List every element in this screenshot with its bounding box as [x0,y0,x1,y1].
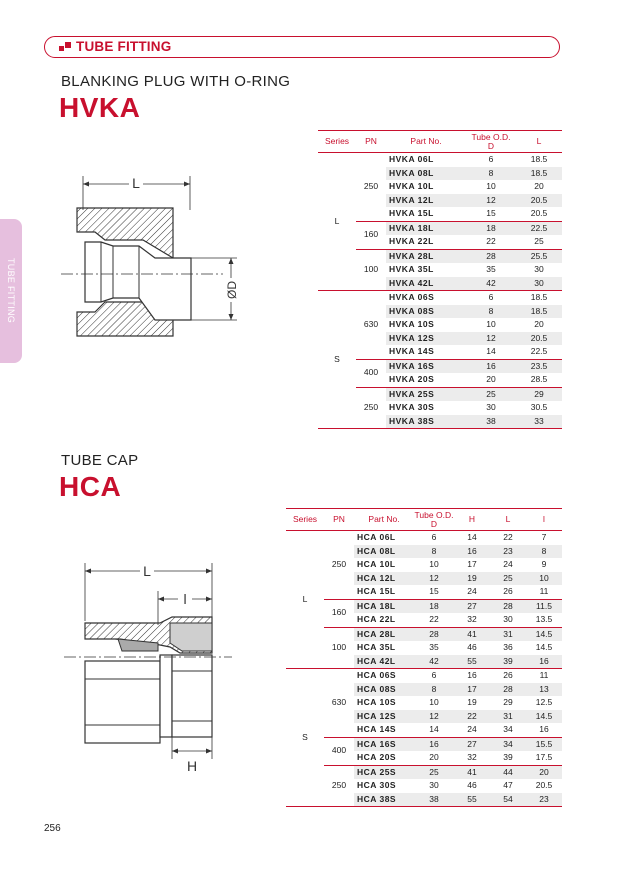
value-cell: 25 [534,236,544,246]
value-cell: 8 [526,545,562,559]
col-header-i: l [526,509,562,531]
col-header-tube-od [414,509,454,531]
value-cell: 15.5 [526,737,562,751]
value-cell: 10 [486,319,496,329]
value-cell: 38 [414,793,454,807]
series-cell: L [318,153,356,291]
page-number: 256 [44,823,61,834]
pn-cell: 250 [356,153,386,222]
part-no-cell: HVKA 20S [389,374,435,384]
value-cell: 12 [414,572,454,586]
value-cell: 11 [539,670,549,680]
col-header-l: L [516,131,562,153]
hvka-subtitle: BLANKING PLUG WITH O-RING [61,73,291,90]
pn-cell: 100 [324,627,354,669]
part-no-cell: HCA 30S [357,780,397,790]
value-cell: 20 [486,374,496,384]
value-cell: 10 [429,697,439,707]
part-no-cell: HVKA 25S [386,387,466,401]
value-cell: 38 [466,415,516,429]
part-no-cell: HCA 06L [357,532,396,542]
hca-table [286,508,562,807]
part-no-cell: HCA 08S [354,683,414,697]
part-no-cell: HCA 10S [357,697,397,707]
value-cell: 22 [429,614,439,624]
value-cell: 19 [467,697,477,707]
col-header-h: H [454,509,490,531]
value-cell: 16 [539,724,549,734]
value-cell: 31 [490,627,526,641]
part-no-cell: HVKA 42L [386,277,466,291]
value-cell: 8 [414,683,454,697]
part-no-cell: HVKA 06L [389,154,434,164]
part-no-cell: HCA 28L [354,627,414,641]
table-row [286,599,562,613]
value-cell: 28 [490,599,526,613]
value-cell: 15 [429,586,439,596]
side-tab [0,219,22,363]
pn-cell: 250 [356,387,386,429]
part-no-cell: HVKA 18L [386,221,466,235]
value-cell: 28 [414,627,454,641]
col-header-tube-od-line2: D [487,140,495,151]
value-cell: 17.5 [535,752,553,762]
value-cell: 6 [488,154,494,164]
value-cell: 14 [429,724,439,734]
part-no-cell: HCA 12S [354,710,414,724]
part-no-cell: HCA 15L [357,586,396,596]
part-no-cell: HVKA 28L [386,249,466,263]
value-cell: 32 [467,614,477,624]
value-cell: 14.5 [526,627,562,641]
hvka-label-l: L [132,175,140,191]
value-cell: 36 [503,642,513,652]
value-cell: 14 [467,532,477,542]
value-cell: 14.5 [535,642,553,652]
value-cell: 10 [526,572,562,586]
value-cell: 28 [490,683,526,697]
part-no-cell: HCA 16S [354,737,414,751]
value-cell: 25.5 [516,249,562,263]
value-cell: 13 [526,683,562,697]
value-cell: 6 [431,532,437,542]
value-cell: 14.5 [526,710,562,724]
value-cell: 33 [516,415,562,429]
part-no-cell: HVKA 10S [389,319,435,329]
value-cell: 17 [467,559,477,569]
value-cell: 22 [486,236,496,246]
part-no-cell: HCA 06S [357,670,397,680]
value-cell: 16 [466,359,516,373]
series-cell: L [286,531,324,669]
value-cell: 22.5 [530,346,548,356]
part-no-cell: HVKA 14S [389,346,435,356]
value-cell: 7 [541,532,547,542]
part-no-cell: HVKA 12L [386,194,466,208]
value-cell: 18 [414,599,454,613]
part-no-cell: HVKA 12S [386,332,466,346]
value-cell: 24 [503,559,513,569]
value-cell: 30 [503,614,513,624]
value-cell: 16 [467,670,477,680]
value-cell: 47 [503,780,513,790]
value-cell: 18.5 [530,292,548,302]
value-cell: 24 [467,586,477,596]
part-no-cell: HVKA 16S [386,359,466,373]
col-header-tube-od-line2: D [430,518,438,529]
value-cell: 28.5 [530,374,548,384]
value-cell: 20.5 [516,332,562,346]
part-no-cell: HCA 14S [357,724,397,734]
value-cell: 46 [467,780,477,790]
value-cell: 42 [466,277,516,291]
value-cell: 12.5 [535,697,553,707]
hca-label-i: l [183,591,187,607]
hca-subtitle: TUBE CAP [61,452,139,469]
value-cell: 6 [488,292,494,302]
value-cell: 22.5 [516,221,562,235]
side-tab-label: TUBE FITTING [6,258,16,324]
pn-cell: 160 [324,599,354,627]
part-no-cell: HCA 20S [357,752,397,762]
pn-cell: 630 [356,291,386,360]
part-no-cell: HVKA 22L [389,236,434,246]
value-cell: 15 [486,208,496,218]
value-cell: 8 [414,545,454,559]
part-no-cell: HCA 12L [354,572,414,586]
value-cell: 54 [490,793,526,807]
pn-cell: 160 [356,221,386,249]
value-cell: 34 [490,737,526,751]
part-no-cell: HVKA 38S [386,415,466,429]
part-no-cell: HCA 18L [354,599,414,613]
value-cell: 35 [429,642,439,652]
part-no-cell: HCA 25S [354,765,414,779]
value-cell: 25 [466,387,516,401]
value-cell: 25 [490,572,526,586]
part-no-cell: HCA 08L [354,545,414,559]
value-cell: 10 [429,559,439,569]
value-cell: 24 [467,724,477,734]
part-no-cell: HCA 38S [354,793,414,807]
value-cell: 16 [454,545,490,559]
hca-label-l: L [143,563,151,579]
hvka-drawing [55,170,245,340]
hvka-label-d: ØD [225,281,239,299]
value-cell: 39 [503,752,513,762]
value-cell: 18.5 [530,154,548,164]
value-cell: 29 [516,387,562,401]
col-header-series: Series [286,509,324,531]
value-cell: 17 [454,683,490,697]
col-header-pn: PN [356,131,386,153]
value-cell: 32 [467,752,477,762]
value-cell: 12 [414,710,454,724]
series-cell: S [318,291,356,429]
table-row [286,531,562,545]
value-cell: 23 [490,545,526,559]
pn-cell: 250 [324,531,354,600]
hca-label-h: H [186,758,198,774]
value-cell: 30 [516,277,562,291]
value-cell: 14 [486,346,496,356]
value-cell: 35 [486,264,496,274]
col-header-series: Series [318,131,356,153]
value-cell: 20 [429,752,439,762]
value-cell: 6 [431,670,437,680]
part-no-cell: HVKA 35L [389,264,434,274]
table-row [286,627,562,641]
value-cell: 20 [534,319,544,329]
value-cell: 10 [486,181,496,191]
value-cell: 23 [526,793,562,807]
value-cell: 16 [526,655,562,669]
section-header-bar [44,36,560,58]
part-no-cell: HVKA 15L [389,208,434,218]
value-cell: 27 [454,599,490,613]
value-cell: 20 [534,181,544,191]
value-cell: 12 [466,332,516,346]
value-cell: 11.5 [526,599,562,613]
value-cell: 18.5 [516,167,562,181]
value-cell: 29 [503,697,513,707]
value-cell: 22 [454,710,490,724]
value-cell: 18 [466,221,516,235]
value-cell: 44 [490,765,526,779]
hvka-table [318,130,562,429]
value-cell: 34 [503,724,513,734]
pn-cell: 100 [356,249,386,291]
value-cell: 46 [467,642,477,652]
part-no-cell: HVKA 08L [386,167,466,181]
hca-drawing [60,555,240,775]
col-header-l: L [490,509,526,531]
hca-title: HCA [59,471,122,502]
value-cell: 30 [534,264,544,274]
pn-cell: 250 [324,765,354,807]
value-cell: 25 [414,765,454,779]
table-row [286,765,562,779]
value-cell: 18.5 [516,305,562,319]
col-header-tube-od-line1: Tube O.D. [471,131,511,142]
value-cell: 30 [486,402,496,412]
part-no-cell: HVKA 30S [389,402,435,412]
pn-cell: 400 [324,737,354,765]
value-cell: 28 [466,249,516,263]
value-cell: 55 [454,655,490,669]
col-header-tube-od [466,131,516,153]
value-cell: 19 [454,572,490,586]
value-cell: 16 [414,737,454,751]
value-cell: 26 [503,586,513,596]
part-no-cell: HCA 22L [357,614,396,624]
table-row [286,669,562,683]
part-no-cell: HCA 42L [354,655,414,669]
value-cell: 27 [454,737,490,751]
value-cell: 41 [454,765,490,779]
pn-cell: 630 [324,669,354,738]
value-cell: 8 [466,167,516,181]
value-cell: 20.5 [535,780,553,790]
value-cell: 30 [429,780,439,790]
col-header-tube-od-line1: Tube O.D. [414,509,454,520]
header-title: TUBE FITTING [76,39,172,54]
value-cell: 26 [503,670,513,680]
pn-cell: 400 [356,359,386,387]
value-cell: 42 [414,655,454,669]
col-header-pn: PN [324,509,354,531]
value-cell: 23.5 [516,359,562,373]
value-cell: 12 [466,194,516,208]
table-row [286,737,562,751]
value-cell: 20 [526,765,562,779]
part-no-cell: HCA 35L [357,642,396,652]
part-no-cell: HCA 10L [357,559,396,569]
value-cell: 13.5 [535,614,553,624]
col-header-part-no: Part No. [354,509,414,531]
squares-icon [59,42,71,52]
value-cell: 8 [466,305,516,319]
value-cell: 11 [539,586,549,596]
col-header-part-no: Part No. [386,131,466,153]
value-cell: 20.5 [516,194,562,208]
table-row [318,153,562,167]
value-cell: 39 [490,655,526,669]
value-cell: 9 [541,559,547,569]
hvka-title: HVKA [59,92,141,123]
value-cell: 20.5 [530,208,548,218]
value-cell: 22 [503,532,513,542]
value-cell: 41 [454,627,490,641]
part-no-cell: HVKA 06S [389,292,435,302]
part-no-cell: HVKA 10L [389,181,434,191]
table-row [318,291,562,305]
value-cell: 31 [490,710,526,724]
part-no-cell: HVKA 08S [386,305,466,319]
value-cell: 30.5 [530,402,548,412]
value-cell: 55 [454,793,490,807]
series-cell: S [286,669,324,807]
